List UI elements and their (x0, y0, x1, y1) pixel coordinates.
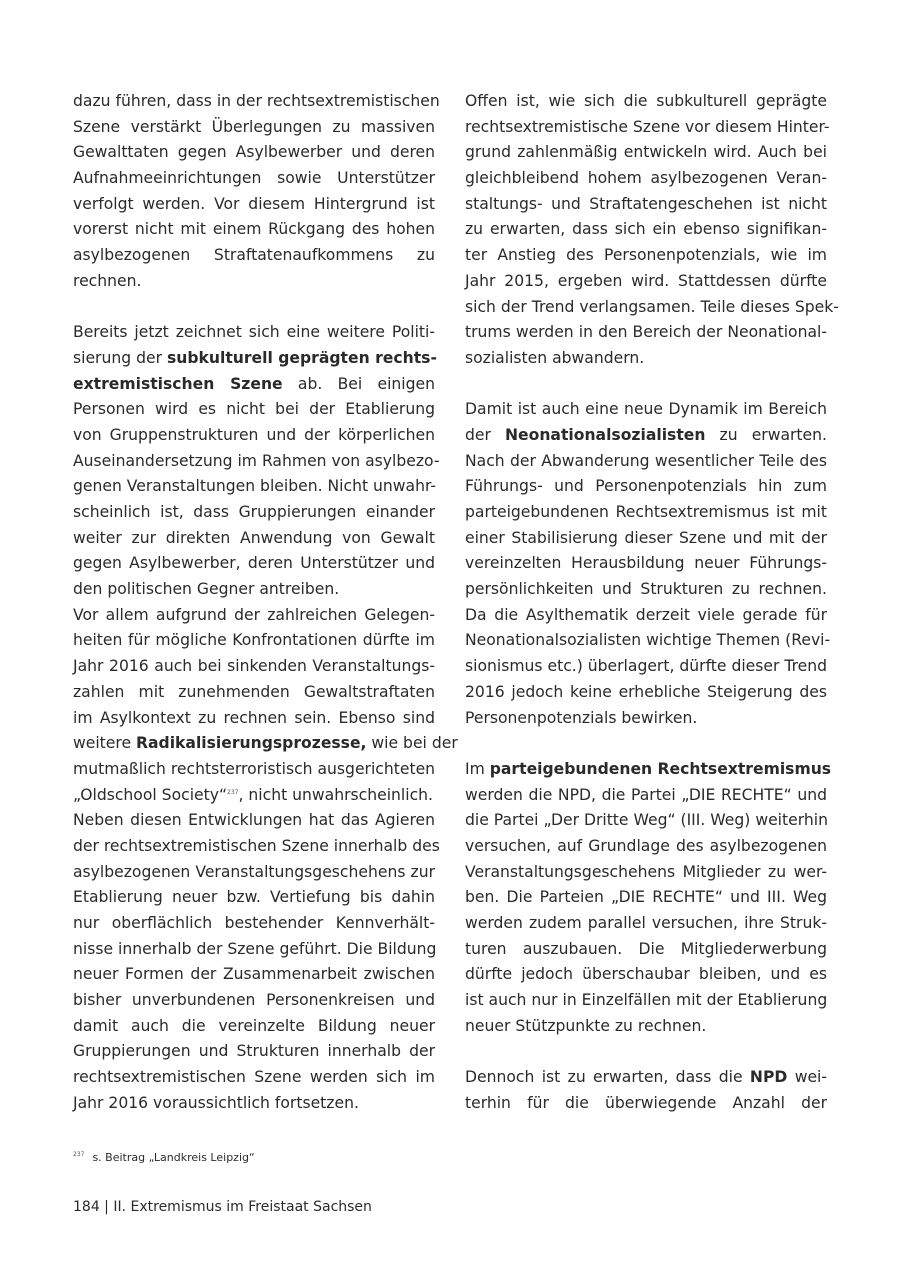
text-line: nisse innerhalb der Szene geführt. Die Bildung (73, 939, 437, 958)
text-line: „Oldschool Society“$^{237}$, nicht unwahrscheinlich. (73, 785, 433, 804)
text-line: Gruppierungen und Strukturen innerhalb der (73, 1042, 435, 1061)
text-line: Jahr 2016 voraussichtlich fortsetzen. (73, 1093, 359, 1112)
text-line: Im parteigebundenen Rechtsextremismus (465, 759, 832, 778)
text-line: die Partei „Der Dritte Weg“ (III. Weg) weiterhin (465, 811, 828, 830)
text-line: persönlichkeiten und Strukturen zu rechnen. (465, 580, 827, 599)
footnote-number: 237 (73, 1151, 85, 1159)
text-line: Jahr 2016 auch bei sinkenden Veranstaltungs- (73, 657, 435, 676)
page-footer: 184 | II. Extremismus im Freistaat Sachsen (73, 1199, 372, 1215)
text-line: weitere Radikalisierungsprozesse, wie bei der (73, 734, 458, 753)
text-line: vorerst nicht mit einem Rückgang des hohen (73, 220, 435, 239)
text-line: ter Anstieg des Personenpotenzials, wie im (465, 246, 827, 265)
text-line: genen Veranstaltungen bleiben. Nicht unwahr- (73, 477, 437, 496)
footnote-ref[interactable]: 237 (227, 788, 239, 796)
text-line: rechtsextremistische Szene vor diesem Hinter- (465, 117, 830, 136)
text-line: Dennoch ist zu erwarten, dass die NPD wei- (465, 1068, 828, 1087)
text-line: zu erwarten, dass sich ein ebenso signifikan- (465, 220, 827, 239)
text-line: der rechtsextremistischen Szene innerhalb des (73, 836, 440, 855)
text-line: Offen ist, wie sich die subkulturell geprägte (465, 92, 827, 110)
text-line: Neben diesen Entwicklungen hat das Agieren (73, 811, 435, 830)
text-line: weiter zur direkten Anwendung von Gewalt (73, 528, 435, 547)
text-line: terhin für die überwiegende Anzahl der (465, 1093, 827, 1112)
text-line: scheinlich ist, dass Gruppierungen einander (73, 503, 435, 521)
text-line: grund zahlenmäßig entwickeln wird. Auch bei (465, 143, 827, 162)
paragraph-right-4 (465, 1065, 827, 1116)
text-line: sozialisten abwandern. (465, 348, 645, 367)
bold-term: parteigebundenen Rechtsextremismus (489, 759, 832, 778)
text-line: dürfte jedoch überschaubar bleiben, und es (465, 965, 827, 984)
text-line: mutmaßlich rechtsterroristisch ausgerichteten (73, 759, 436, 778)
text-line: sich der Trend verlangsamen. Teile dieses Spek- (465, 297, 839, 316)
text-line: werden die NPD, die Partei „DIE RECHTE“ und (465, 785, 827, 804)
text-line: Damit ist auch eine neue Dynamik im Bereich (465, 400, 827, 419)
right-column (465, 89, 839, 1117)
text-line: turen auszubauen. Die Mitgliederwerbung (465, 939, 827, 958)
text-line: der Neonationalsozialisten zu erwarten. (465, 425, 827, 444)
text-line: bisher unverbundenen Personenkreisen und (73, 991, 435, 1010)
paragraph-right-3 (465, 757, 832, 1040)
text-line: nur oberflächlich bestehender Kennverhält- (73, 914, 435, 932)
bold-term: subkulturell geprägten rechts- (166, 348, 437, 367)
text-line: rechnen. (73, 271, 142, 290)
text-line: Neonationalsozialisten wichtige Themen (Revi- (465, 631, 831, 650)
text-line: heiten für mögliche Konfrontationen dürfte im (73, 631, 435, 650)
text-line: asylbezogenen Straftatenaufkommens zu (73, 246, 435, 265)
text-line: werden zudem parallel versuchen, ihre Struk- (465, 914, 827, 932)
text-line: verfolgt werden. Vor diesem Hintergrund ist (73, 194, 435, 213)
left-column (73, 89, 458, 1117)
text-line: Da die Asylthematik derzeit viele gerade für (465, 605, 827, 624)
text-line: Veranstaltungsgeschehens Mitglieder zu wer- (465, 862, 827, 881)
text-line: trums werden in den Bereich der Neonational- (465, 323, 827, 342)
text-line: Gewalttaten gegen Asylbewerber und deren (73, 143, 435, 162)
bold-term: NPD (749, 1068, 788, 1087)
text-line: gleichbleibend hohem asylbezogenen Veran- (465, 169, 827, 188)
text-line: ist auch nur in Einzelfällen mit der Etablierung (465, 991, 828, 1010)
text-line: Vor allem aufgrund der zahlreichen Gelegen- (73, 605, 435, 624)
text-line: 2016 jedoch keine erhebliche Steigerung des (465, 682, 827, 701)
bold-term: extremistischen Szene (73, 374, 283, 393)
paragraph-right-2 (465, 397, 831, 731)
text-line: Etablierung neuer bzw. Vertiefung bis dahin (73, 888, 435, 907)
text-line: rechtsextremistischen Szene werden sich im (73, 1068, 435, 1087)
text-line: Jahr 2015, ergeben wird. Stattdessen dürfte (465, 271, 827, 290)
text-line: damit auch die vereinzelte Bildung neuer (73, 1016, 435, 1035)
text-line: Szene verstärkt Überlegungen zu massiven (73, 117, 435, 136)
paragraph-left-1 (73, 89, 440, 295)
text-line: parteigebundenen Rechtsextremismus ist mit (465, 503, 827, 521)
text-line: vereinzelten Herausbildung neuer Führungs- (465, 554, 827, 573)
text-line: sierung der subkulturell geprägten rechts- (73, 348, 437, 367)
footnote-text: s. Beitrag „Landkreis Leipzig“ (92, 1151, 255, 1164)
text-line: Bereits jetzt zeichnet sich eine weitere Politi- (73, 323, 435, 342)
text-line: versuchen, auf Grundlage des asylbezogenen (465, 836, 827, 855)
text-line: Führungs- und Personenpotenzials hin zum (465, 477, 827, 496)
text-line: asylbezogenen Veranstaltungsgeschehens zur (73, 862, 435, 881)
text-line: zahlen mit zunehmenden Gewaltstraftaten (73, 682, 435, 701)
text-line: staltungs- und Straftatengeschehen ist nicht (465, 194, 827, 213)
text-line: dazu führen, dass in der rechtsextremistischen (73, 92, 440, 110)
text-line: im Asylkontext zu rechnen sein. Ebenso sind (73, 708, 435, 727)
footnote (73, 1151, 255, 1164)
paragraph-left-2 (73, 320, 440, 603)
text-line: gegen Asylbewerber, deren Unterstützer und (73, 554, 435, 573)
text-line: neuer Formen der Zusammenarbeit zwischen (73, 965, 435, 984)
text-line: Auseinandersetzung im Rahmen von asylbezo- (73, 451, 440, 470)
text-line: den politischen Gegner antreiben. (73, 580, 340, 599)
text-line: extremistischen Szene ab. Bei einigen (73, 374, 435, 393)
bold-term: Neonationalsozialisten (504, 425, 706, 444)
text-line: ben. Die Parteien „DIE RECHTE“ und III. Weg (465, 888, 827, 907)
paragraph-left-4 (73, 808, 440, 1116)
text-line: Personen wird es nicht bei der Etablierung (73, 400, 435, 419)
text-line: Aufnahmeeinrichtungen sowie Unterstützer (73, 169, 435, 188)
text-line: neuer Stützpunkte zu rechnen. (465, 1016, 707, 1035)
paragraph-left-3 (73, 603, 458, 809)
text-line: Nach der Abwanderung wesentlicher Teile des (465, 451, 827, 470)
text-line: sionismus etc.) überlagert, dürfte dieser Trend (465, 657, 828, 676)
text-line: Personenpotenzials bewirken. (465, 708, 698, 727)
bold-term: Radikalisierungsprozesse, (136, 734, 367, 753)
text-line: einer Stabilisierung dieser Szene und mit der (465, 528, 827, 547)
paragraph-right-1 (465, 89, 839, 372)
text-line: von Gruppenstrukturen und der körperlichen (73, 425, 435, 444)
